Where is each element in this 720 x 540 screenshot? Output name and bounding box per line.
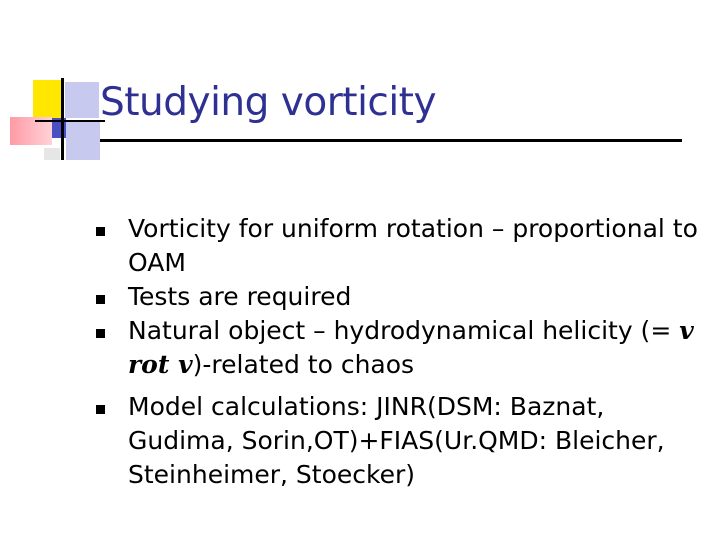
square-bullet-icon bbox=[96, 329, 105, 338]
bullet-text: Tests are required bbox=[128, 282, 352, 311]
logo-grey-square bbox=[44, 148, 60, 160]
colored-squares-logo bbox=[0, 0, 110, 170]
slide-title: Studying vorticity bbox=[100, 80, 437, 125]
bullet-text: Model calculations: JINR(DSM: Baznat, Gudima, Sorin,OT)+FIAS(Ur.QMD: Bleicher, Steinheimer, Stoecker) bbox=[128, 392, 665, 489]
logo-light-blue-square-top bbox=[65, 82, 99, 118]
bullet-item-model-calculations bbox=[92, 390, 707, 492]
square-bullet-icon bbox=[96, 227, 105, 236]
logo-light-blue-square-bottom bbox=[66, 122, 100, 160]
logo-yellow-square bbox=[33, 80, 63, 118]
bullet-text-before: Natural object – hydrodynamical helicity (= bbox=[128, 316, 680, 345]
logo-vertical-line bbox=[61, 78, 64, 160]
square-bullet-icon bbox=[96, 295, 105, 304]
bullet-list bbox=[92, 212, 707, 492]
square-bullet-icon bbox=[96, 405, 105, 414]
bullet-math-expression: v rot v bbox=[128, 316, 694, 379]
bullet-item-helicity bbox=[92, 314, 707, 382]
bullet-text: Vorticity for uniform rotation – proportional to OAM bbox=[128, 214, 698, 277]
bullet-item-tests bbox=[92, 280, 707, 314]
bullet-item-vorticity bbox=[92, 212, 707, 280]
title-divider bbox=[100, 139, 682, 142]
bullet-text-after: )-related to chaos bbox=[192, 350, 415, 379]
logo-horizontal-line bbox=[35, 120, 105, 122]
